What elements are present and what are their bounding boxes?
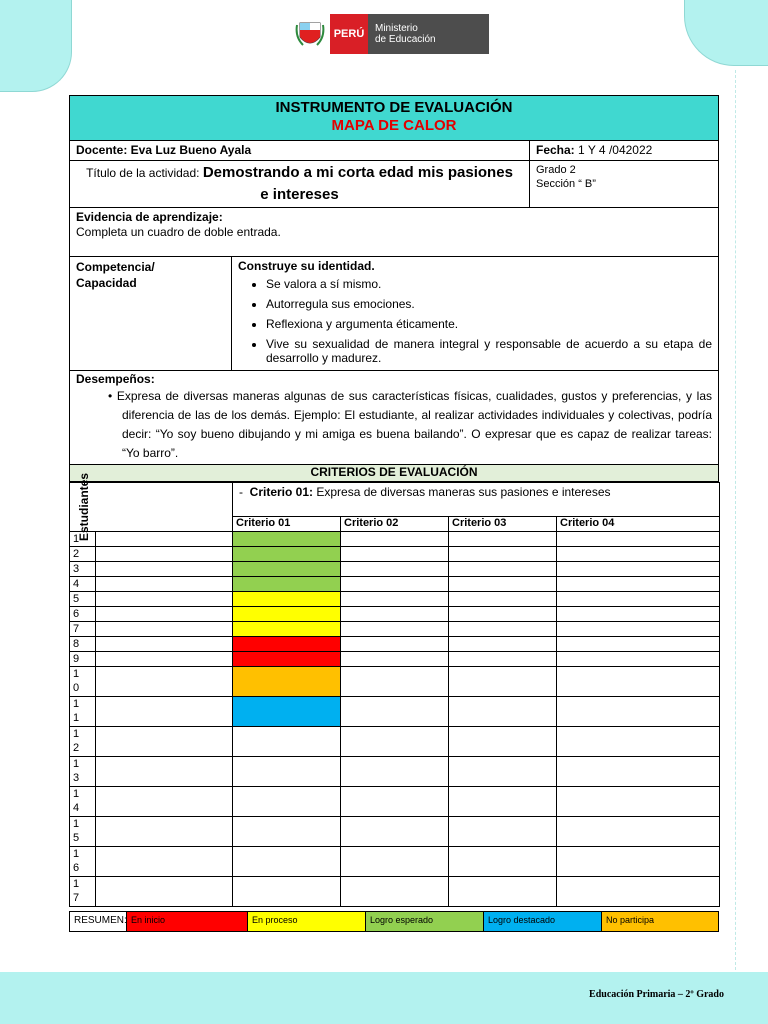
docente-row: [69, 141, 719, 161]
criterio-4-cell: [557, 787, 720, 817]
criterio-2-cell: [341, 757, 449, 787]
legend-no-participa: No participa: [602, 912, 718, 931]
criterio-column-header: Criterio 02: [341, 517, 449, 532]
criterio-1-cell: [233, 697, 341, 727]
student-number: 3: [70, 562, 96, 577]
criterio-4-cell: [557, 667, 720, 697]
criterio-1-cell: [233, 787, 341, 817]
student-number: 16: [70, 847, 96, 877]
criterio-description: - Criterio 01: Expresa de diversas maneras sus pasiones e intereses: [233, 483, 720, 517]
actividad-title: Demostrando a mi corta edad mis pasiones e intereses: [202, 164, 513, 203]
title-header: [69, 95, 719, 141]
criterio-3-cell: [449, 877, 557, 907]
actividad-row: [69, 161, 719, 208]
criterio-4-cell: [557, 757, 720, 787]
student-name: [96, 727, 233, 757]
criterio-2-cell: [341, 532, 449, 547]
student-row: [70, 787, 720, 817]
evidencia-row: [69, 208, 719, 257]
heat-map-table: [69, 473, 720, 907]
criterio-1-cell: [233, 817, 341, 847]
logo-ministry-line1: Ministerio: [375, 23, 418, 34]
competencia-label-line2: Capacidad: [76, 276, 137, 290]
criterio-4-cell: [557, 592, 720, 607]
legend-logro-esperado: Logro esperado: [366, 912, 484, 931]
criterio-1-cell: [233, 652, 341, 667]
document-title: INSTRUMENTO DE EVALUACIÓN: [275, 99, 513, 116]
evidencia-cell: [70, 208, 718, 256]
criterio-4-cell: [557, 727, 720, 757]
criterio-4-cell: [557, 562, 720, 577]
criterio-4-cell: [557, 607, 720, 622]
student-number: 4: [70, 577, 96, 592]
desempenos-row: [69, 371, 719, 465]
student-number: 11: [70, 697, 96, 727]
student-row: [70, 577, 720, 592]
student-number: 14: [70, 787, 96, 817]
criterio-2-cell: [341, 592, 449, 607]
desempenos-label: Desempeños:: [76, 372, 155, 386]
student-row: [70, 817, 720, 847]
criterio-3-cell: [449, 577, 557, 592]
evidencia-label: Evidencia de aprendizaje:: [76, 210, 223, 224]
criterio-4-cell: [557, 637, 720, 652]
criterio-2-cell: [341, 847, 449, 877]
criterio-1-cell: [233, 577, 341, 592]
student-row: [70, 697, 720, 727]
criterio-1-cell: [233, 757, 341, 787]
fecha-value: 1 Y 4 /042022: [574, 143, 653, 157]
student-name: [96, 817, 233, 847]
criterio-1-cell: [233, 637, 341, 652]
competencia-title: Construye su identidad.: [238, 259, 375, 273]
criterio-3-cell: [449, 547, 557, 562]
criterio-3-cell: [449, 637, 557, 652]
evaluation-instrument: [69, 95, 719, 907]
student-name: [96, 547, 233, 562]
grado-seccion-cell: [530, 161, 718, 207]
criterio-1-cell: [233, 547, 341, 562]
capacidad-item: • Reflexiona y argumenta éticamente.: [266, 317, 712, 331]
student-row: [70, 727, 720, 757]
criterio-column-header: Criterio 04: [557, 517, 720, 532]
criterio-3-cell: [449, 667, 557, 697]
criterio-4-cell: [557, 652, 720, 667]
student-name: [96, 592, 233, 607]
criterio-2-cell: [341, 547, 449, 562]
student-number: 9: [70, 652, 96, 667]
student-number: 1: [70, 532, 96, 547]
criterio-text: Expresa de diversas maneras sus pasiones e intereses: [316, 485, 611, 499]
student-name: [96, 607, 233, 622]
criterio-2-cell: [341, 562, 449, 577]
criterio-1-cell: [233, 592, 341, 607]
corner-decoration-left: [0, 0, 72, 92]
student-name: [96, 577, 233, 592]
criterio-3-cell: [449, 607, 557, 622]
student-name: [96, 652, 233, 667]
criterio-1-cell: [233, 727, 341, 757]
page-border-dashed: [735, 70, 736, 970]
criterio-2-cell: [341, 727, 449, 757]
criterio-4-cell: [557, 577, 720, 592]
student-number: 15: [70, 817, 96, 847]
student-number: 6: [70, 607, 96, 622]
criterio-1-cell: [233, 622, 341, 637]
student-name: [96, 667, 233, 697]
student-row: [70, 592, 720, 607]
criterio-4-cell: [557, 547, 720, 562]
resumen-legend: [69, 911, 719, 932]
criterio-2-cell: [341, 607, 449, 622]
criterio-title: Criterio 01:: [249, 485, 314, 499]
criterio-4-cell: [557, 532, 720, 547]
criterio-column-header: Criterio 01: [233, 517, 341, 532]
criterio-1-cell: [233, 877, 341, 907]
criterio-2-cell: [341, 877, 449, 907]
logo-country: PERÚ: [330, 14, 368, 54]
student-number: 13: [70, 757, 96, 787]
criterio-2-cell: [341, 577, 449, 592]
capacidad-item: • Se valora a sí mismo.: [266, 277, 712, 291]
coat-of-arms-icon: [290, 14, 330, 54]
criterio-3-cell: [449, 562, 557, 577]
fecha-label: Fecha:: [536, 143, 575, 157]
criterio-1-cell: [233, 667, 341, 697]
student-name: [96, 757, 233, 787]
student-name: [96, 697, 233, 727]
seccion: Sección “ B”: [536, 178, 596, 190]
criterio-4-cell: [557, 847, 720, 877]
criterio-3-cell: [449, 622, 557, 637]
student-row: [70, 847, 720, 877]
student-number: 5: [70, 592, 96, 607]
student-number: 10: [70, 667, 96, 697]
student-row: [70, 757, 720, 787]
competencia-label-line1: Competencia/: [76, 260, 155, 274]
student-name: [96, 637, 233, 652]
criterio-2-cell: [341, 652, 449, 667]
criterio-3-cell: [449, 757, 557, 787]
student-row: [70, 652, 720, 667]
student-name: [96, 622, 233, 637]
criterio-1-cell: [233, 607, 341, 622]
corner-decoration-right: [684, 0, 768, 66]
student-number: 7: [70, 622, 96, 637]
logo-ministry: [368, 14, 489, 54]
student-row: [70, 667, 720, 697]
criterio-3-cell: [449, 652, 557, 667]
criterio-3-cell: [449, 787, 557, 817]
desempenos-value: Expresa de diversas maneras algunas de sus características físicas, cualidades, gustos y preferencias, y las diferencia de las de los demás. Ejemplo: El estudiante, al realizar actividades individuales y colectivas, podría decir: “Yo soy bueno dibujando y mi amiga es buena bailando”. O expresar que es capaz de realizar tareas: “Yo barro”.: [116, 389, 712, 460]
student-row: [70, 532, 720, 547]
capacidad-item: • Vive su sexualidad de manera integral y responsable de acuerdo a su etapa de desarrollo y madurez.: [266, 337, 712, 365]
student-number: 2: [70, 547, 96, 562]
student-name: [96, 532, 233, 547]
minedu-logo: [290, 14, 489, 54]
student-number: 17: [70, 877, 96, 907]
criterio-1-cell: [233, 532, 341, 547]
actividad-cell: [70, 161, 530, 207]
docente-name: Docente: Eva Luz Bueno Ayala: [70, 141, 530, 160]
capacidad-item: • Autorregula sus emociones.: [266, 297, 712, 311]
student-number: 12: [70, 727, 96, 757]
criterio-3-cell: [449, 817, 557, 847]
logo-ministry-line2: de Educación: [375, 34, 436, 45]
student-name: [96, 877, 233, 907]
criterio-3-cell: [449, 727, 557, 757]
grado: Grado 2: [536, 164, 576, 176]
evidencia-value: Completa un cuadro de doble entrada.: [76, 225, 281, 239]
criterio-1-cell: [233, 847, 341, 877]
criterio-4-cell: [557, 622, 720, 637]
student-row: [70, 562, 720, 577]
actividad-label: Título de la actividad:: [86, 166, 203, 180]
legend-en-inicio: En inicio: [127, 912, 248, 931]
criterio-2-cell: [341, 622, 449, 637]
criterio-3-cell: [449, 847, 557, 877]
criterio-4-cell: [557, 817, 720, 847]
competencia-row: [69, 257, 719, 371]
fecha-cell: [530, 141, 718, 160]
student-name: [96, 847, 233, 877]
criterio-3-cell: [449, 592, 557, 607]
desempenos-text: • Expresa de diversas maneras algunas de sus características físicas, cualidades, gustos y preferencias, y las diferencia de las de los demás. Ejemplo: El estudiante, al realizar actividades individuales y colectivas, podría decir: “Yo soy bueno dibujando y mi amiga es buena bailando”. O expresar que es capaz de realizar tareas: “Yo barro”.: [108, 389, 712, 460]
student-number: 8: [70, 637, 96, 652]
competencia-label: [70, 257, 232, 370]
criterio-3-cell: [449, 697, 557, 727]
student-row: [70, 547, 720, 562]
criterio-3-cell: [449, 532, 557, 547]
legend-en-proceso: En proceso: [248, 912, 366, 931]
footer-text: Educación Primaria – 2º Grado: [589, 989, 724, 1000]
student-row: [70, 637, 720, 652]
students-header: [70, 473, 233, 542]
resumen-label: RESUMEN:: [70, 912, 127, 931]
criterio-1-cell: [233, 562, 341, 577]
criterio-2-cell: [341, 697, 449, 727]
criterio-2-cell: [341, 637, 449, 652]
students-header-label: Estudiantes: [77, 473, 91, 542]
student-row: [70, 622, 720, 637]
competencia-content: [232, 257, 718, 370]
criterio-2-cell: [341, 667, 449, 697]
document-subtitle: MAPA DE CALOR: [331, 117, 457, 134]
criterio-column-header: Criterio 03: [449, 517, 557, 532]
legend-logro-destacado: Logro destacado: [484, 912, 602, 931]
criterio-2-cell: [341, 817, 449, 847]
criterio-4-cell: [557, 697, 720, 727]
student-row: [70, 877, 720, 907]
capacidades-list: [266, 277, 712, 365]
criterio-2-cell: [341, 787, 449, 817]
student-row: [70, 607, 720, 622]
student-name: [96, 787, 233, 817]
criterios-heading: CRITERIOS DE EVALUACIÓN: [69, 465, 719, 482]
student-name: [96, 562, 233, 577]
criterio-4-cell: [557, 877, 720, 907]
